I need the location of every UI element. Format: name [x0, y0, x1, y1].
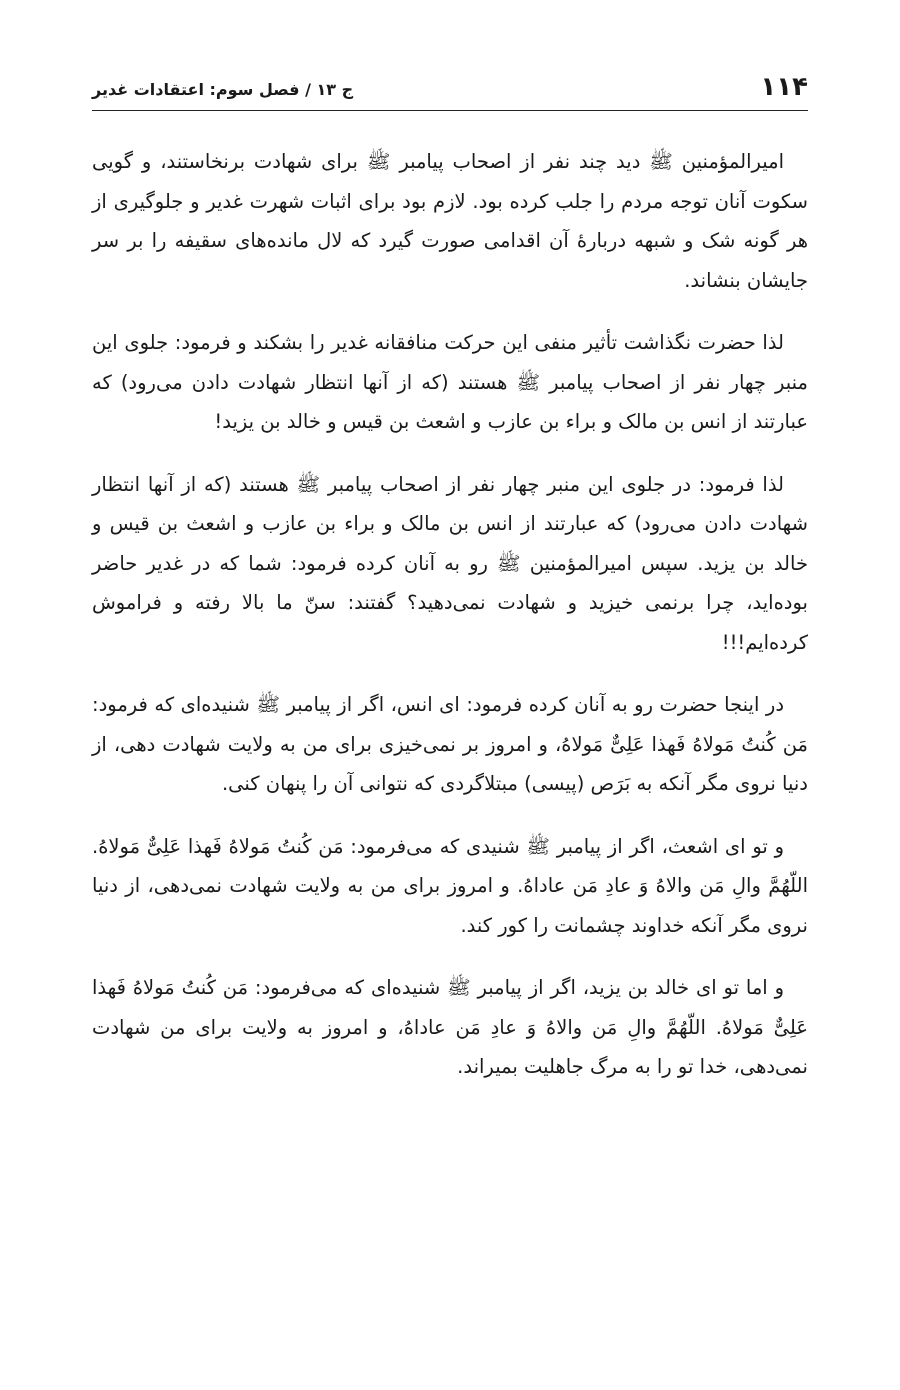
paragraph: و تو ای اشعث، اگر از پیامبر ﷺ شنیدی که می‌فرمود: مَن کُنتُ مَولاهُ فَهذا عَلِیٌّ مَولاهُ. اللّهُمَّ والِ مَن والاهُ وَ عادِ مَن عاداهُ. و امروز برای من به ولایت شهادت نمی‌دهی، از دنیا نروی مگر آنکه خداوند چشمانت را کور کند.: [92, 834, 808, 937]
paragraph: در اینجا حضرت رو به آنان کرده فرمود: ای انس، اگر از پیامبر ﷺ شنیده‌ای که فرمود: مَن کُنتُ مَولاهُ فَهذا عَلِیٌّ مَولاهُ، و امروز بر نمی‌خیزی برای من به ولایت شهادت دهی، از دنیا نروی مگر آنکه به بَرَص (پیسی) مبتلاگردی که نتوانی آن را پنهان کنی.: [92, 693, 808, 795]
paragraph: و اما تو ای خالد بن یزید، اگر از پیامبر ﷺ شنیده‌ای که می‌فرمود: مَن کُنتُ مَولاهُ فَهذا عَلِیٌّ مَولاهُ. اللّهُمَّ والِ مَن والاهُ وَ عادِ مَن عاداهُ، و امروز به ولایت برای من شهادت نمی‌دهی، خدا تو را به مرگ جاهلیت بمیراند.: [92, 976, 808, 1078]
page-number: ۱۱۴: [760, 72, 808, 102]
body-text: [92, 142, 808, 1110]
chapter-title: ج ۱۳ / فصل سوم: اعتقادات غدیر: [92, 80, 354, 99]
running-header: [92, 70, 808, 111]
paragraph: لذا فرمود: در جلوی این منبر چهار نفر از اصحاب پیامبر ﷺ هستند (که از آنها انتظار شهادت دادن می‌رود) که عبارتند از انس بن مالک و براء بن عازب و اشعث بن قیس و خالد بن یزید. سپس امیرالمؤمنین ﷺ رو به آنان کرده فرمود: شما که در غدیر حاضر بوده‌اید، چرا برنمی خیزید و شهادت نمی‌دهید؟ گفتند: سنّ ما بالا رفته و فراموش کرده‌ایم!!!: [92, 472, 808, 654]
paragraph: لذا حضرت نگذاشت تأثیر منفی این حرکت منافقانه غدیر را بشکند و فرمود: جلوی این منبر چهار نفر از اصحاب پیامبر ﷺ هستند (که از آنها انتظار شهادت دادن می‌رود) که عبارتند از انس بن مالک و براء بن عازب و اشعث بن قیس و خالد بن یزید!: [92, 331, 808, 433]
paragraph: امیرالمؤمنین ﷺ دید چند نفر از اصحاب پیامبر ﷺ برای شهادت برنخاستند، و گویی سکوت آنان توجه مردم را جلب کرده بود. لازم بود برای اثبات شهرت غدیر و جلوگیری از هر گونه شک و شبهه دربارهٔ آن اقدامی صورت گیرد که لال مانده‌های سقیفه را بر سر جایشان بنشاند.: [92, 150, 808, 292]
